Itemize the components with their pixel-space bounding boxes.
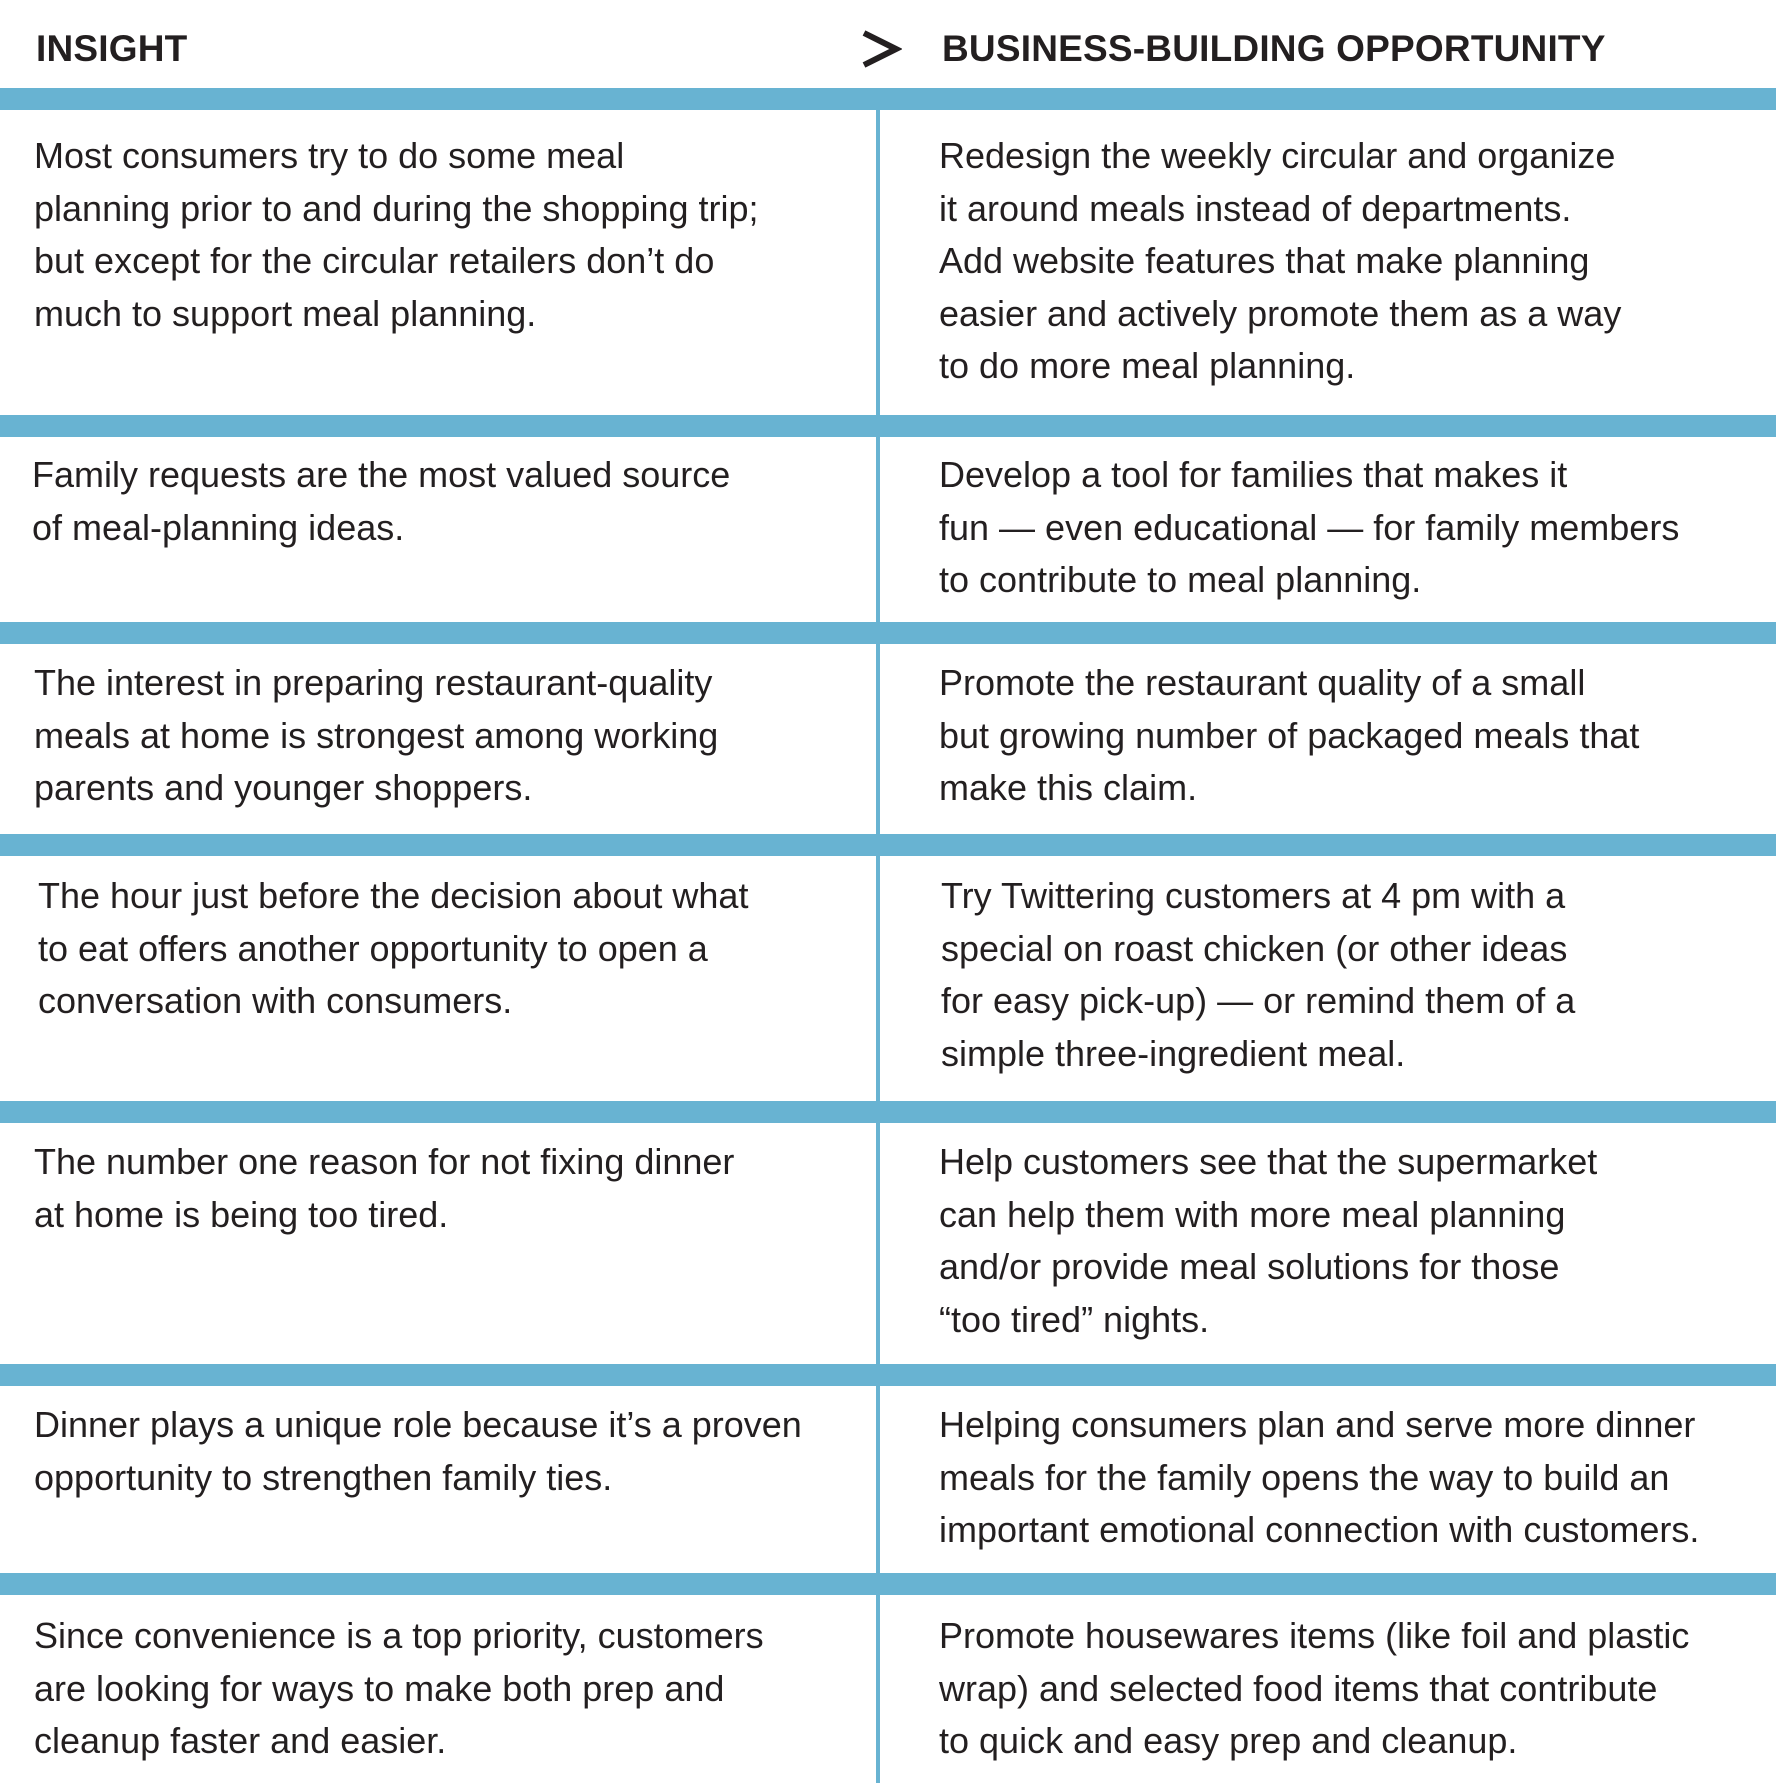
- opportunity-cell: Develop a tool for families that makes it fun — even educational — for family members to contribute to meal planning.: [939, 454, 1680, 600]
- row-divider: [0, 1364, 1776, 1386]
- chevron-right-icon: [860, 26, 902, 72]
- opportunity-cell: Helping consumers plan and serve more dinner meals for the family opens the way to build an important emotional connection with customers.: [939, 1404, 1700, 1550]
- opportunity-cell: Promote housewares items (like foil and plastic wrap) and selected food items that contribute to quick and easy prep and cleanup.: [939, 1615, 1690, 1761]
- row-divider: [0, 834, 1776, 856]
- row-divider: [0, 1101, 1776, 1123]
- opportunity-cell: Help customers see that the supermarket can help them with more meal planning and/or provide meal solutions for those “too tired” nights.: [939, 1141, 1598, 1340]
- column-divider: [876, 1123, 880, 1364]
- column-divider: [876, 644, 880, 834]
- insight-cell: Since convenience is a top priority, customers are looking for ways to make both prep and cleanup faster and easier.: [34, 1615, 764, 1761]
- opportunity-cell: Promote the restaurant quality of a small but growing number of packaged meals that make this claim.: [939, 662, 1640, 808]
- opportunity-column-header: BUSINESS-BUILDING OPPORTUNITY: [942, 28, 1606, 69]
- insight-cell: Most consumers try to do some meal planning prior to and during the shopping trip; but except for the circular retailers don’t do much to support meal planning.: [34, 135, 759, 334]
- opportunity-cell: Redesign the weekly circular and organize it around meals instead of departments. Add website features that make planning easier and actively promote them as a way to do more meal planning.: [939, 135, 1622, 386]
- insight-column-header: INSIGHT: [36, 28, 188, 69]
- insight-cell: The interest in preparing restaurant-quality meals at home is strongest among working parents and younger shoppers.: [34, 662, 719, 808]
- column-divider: [876, 437, 880, 622]
- insight-cell: Dinner plays a unique role because it’s a proven opportunity to strengthen family ties.: [34, 1404, 802, 1498]
- row-divider: [0, 88, 1776, 110]
- table-header: [0, 0, 1776, 88]
- row-divider: [0, 622, 1776, 644]
- row-divider: [0, 1573, 1776, 1595]
- opportunity-cell: Try Twittering customers at 4 pm with a special on roast chicken (or other ideas for easy pick-up) — or remind them of a simple three-ingredient meal.: [941, 875, 1576, 1074]
- column-divider: [876, 1595, 880, 1783]
- column-divider: [876, 110, 880, 415]
- column-divider: [876, 1386, 880, 1573]
- insight-cell: The hour just before the decision about what to eat offers another opportunity to open a conversation with consumers.: [38, 875, 749, 1021]
- row-divider: [0, 415, 1776, 437]
- column-divider: [876, 856, 880, 1101]
- insight-cell: The number one reason for not fixing dinner at home is being too tired.: [34, 1141, 735, 1235]
- insight-cell: Family requests are the most valued source of meal-planning ideas.: [32, 454, 731, 548]
